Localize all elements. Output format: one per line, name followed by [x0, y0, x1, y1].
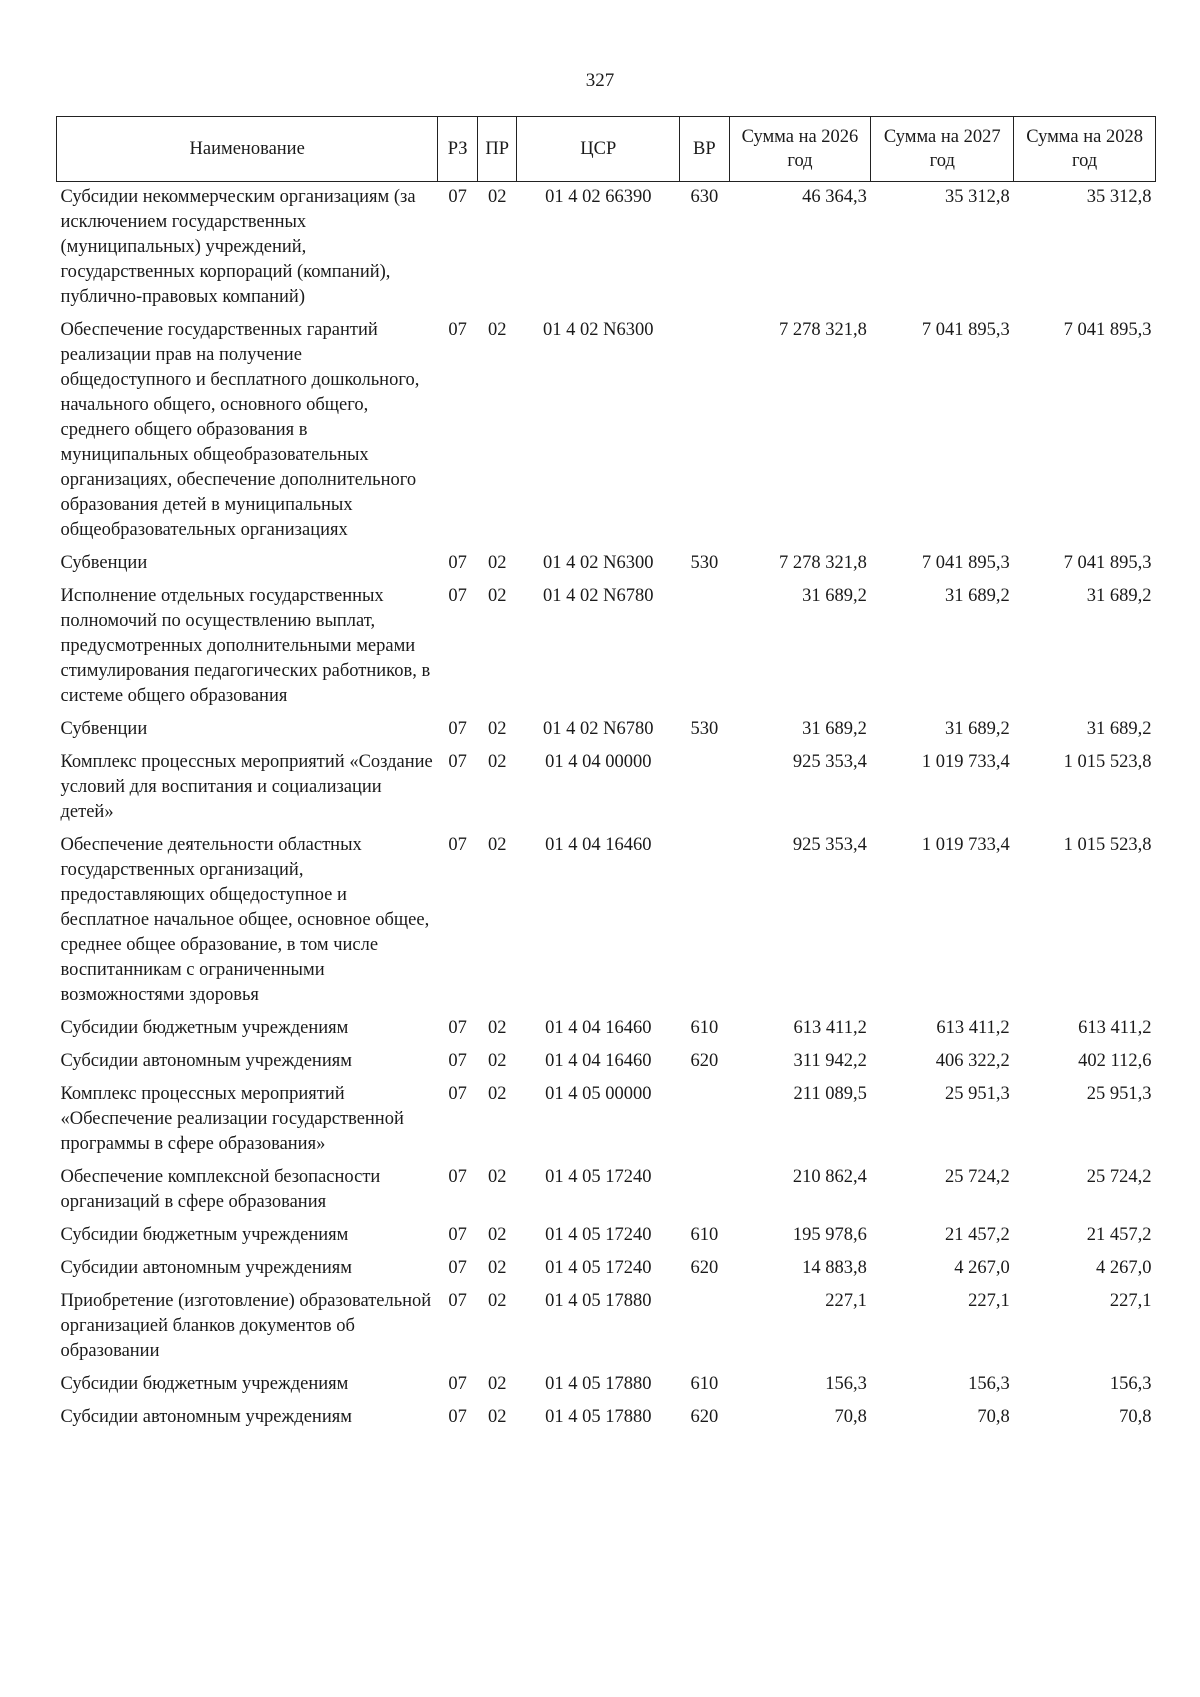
cell-vr [680, 581, 729, 714]
cell-vr: 620 [690, 1051, 719, 1071]
cell-vr [680, 1286, 729, 1369]
cell-sum-2026: 7 278 321,8 [778, 553, 867, 573]
cell-sum-2027: 35 312,8 [944, 187, 1010, 207]
cell-pr: 02 [487, 835, 507, 855]
cell-sum-2028: 4 267,0 [1096, 1258, 1152, 1278]
header-csr: ЦСР [517, 117, 680, 182]
cell-csr: 01 4 05 00000 [545, 1084, 652, 1104]
cell-sum-2028: 31 689,2 [1086, 719, 1152, 739]
cell-sum-2027: 21 457,2 [944, 1225, 1010, 1245]
table-row [57, 548, 1156, 581]
budget-table [56, 116, 1156, 1435]
cell-sum-2028: 156,3 [1109, 1374, 1152, 1394]
cell-pr: 02 [487, 320, 507, 340]
table-row [57, 315, 1156, 548]
table-row [57, 1046, 1156, 1079]
cell-vr: 620 [690, 1258, 719, 1278]
cell-sum-2027: 7 041 895,3 [921, 320, 1010, 340]
header-sum-2026: Сумма на 2026 год [729, 117, 871, 182]
cell-csr: 01 4 05 17880 [545, 1291, 652, 1311]
table-row [57, 1253, 1156, 1286]
cell-vr: 610 [690, 1018, 719, 1038]
cell-sum-2026: 70,8 [834, 1407, 867, 1427]
cell-pr: 02 [487, 1018, 507, 1038]
cell-sum-2027: 1 019 733,4 [921, 835, 1010, 855]
cell-sum-2027: 70,8 [977, 1407, 1010, 1427]
cell-csr: 01 4 04 16460 [545, 835, 652, 855]
cell-pr: 02 [487, 187, 507, 207]
header-vr: ВР [680, 117, 729, 182]
cell-name: Субсидии бюджетным учреждениям [60, 1018, 349, 1038]
cell-csr: 01 4 02 N6300 [543, 553, 654, 573]
cell-name: Субсидии автономным учреждениям [60, 1258, 352, 1278]
cell-sum-2028: 70,8 [1119, 1407, 1152, 1427]
cell-csr: 01 4 04 16460 [545, 1018, 652, 1038]
cell-sum-2027: 25 951,3 [944, 1084, 1010, 1104]
cell-name: Субвенции [60, 553, 148, 573]
cell-sum-2026: 210 862,4 [792, 1167, 867, 1187]
cell-pr: 02 [487, 1291, 507, 1311]
cell-rz: 07 [448, 1374, 467, 1394]
cell-pr: 02 [487, 719, 507, 739]
cell-sum-2028: 1 015 523,8 [1063, 752, 1152, 772]
cell-pr: 02 [487, 1084, 507, 1104]
cell-pr: 02 [487, 1374, 507, 1394]
cell-sum-2028: 227,1 [1109, 1291, 1152, 1311]
cell-sum-2026: 31 689,2 [802, 719, 867, 739]
cell-vr [680, 830, 729, 1013]
page-number: 327 [585, 70, 615, 91]
cell-vr: 610 [690, 1225, 719, 1245]
table-row [57, 747, 1156, 830]
cell-vr [680, 1162, 729, 1220]
cell-sum-2026: 311 942,2 [793, 1051, 867, 1071]
cell-sum-2026: 31 689,2 [802, 586, 867, 606]
cell-name: Субсидии некоммерческим организациям (за исключением государственных (муниципальных) учреждений, государственных корпораций (компаний), публично-правовых компаний) [60, 187, 416, 307]
table-body [57, 182, 1156, 1436]
cell-rz: 07 [448, 1407, 467, 1427]
cell-csr: 01 4 05 17880 [545, 1374, 652, 1394]
cell-name: Обеспечение деятельности областных государственных организаций, предоставляющих общедоступное и бесплатное начальное общее, основное общее, среднее общее образование, в том числе воспитанникам с ограниченными возможностями здоровья [60, 835, 430, 1005]
cell-name: Субсидии автономным учреждениям [60, 1407, 352, 1427]
cell-csr: 01 4 05 17240 [545, 1225, 652, 1245]
table-row [57, 830, 1156, 1013]
cell-sum-2028: 7 041 895,3 [1063, 553, 1152, 573]
cell-csr: 01 4 05 17240 [545, 1167, 652, 1187]
cell-csr: 01 4 02 N6780 [543, 586, 654, 606]
cell-name: Субсидии автономным учреждениям [60, 1051, 352, 1071]
cell-name: Приобретение (изготовление) образовательной организацией бланков документов об образовании [60, 1291, 432, 1361]
table-row [57, 1402, 1156, 1435]
cell-sum-2027: 1 019 733,4 [921, 752, 1010, 772]
cell-sum-2027: 613 411,2 [936, 1018, 1010, 1038]
cell-sum-2026: 46 364,3 [802, 187, 867, 207]
cell-rz: 07 [448, 719, 467, 739]
cell-vr: 630 [690, 187, 719, 207]
cell-pr: 02 [487, 752, 507, 772]
cell-vr [680, 747, 729, 830]
cell-rz: 07 [448, 1291, 467, 1311]
cell-sum-2027: 7 041 895,3 [921, 553, 1010, 573]
table-row [57, 581, 1156, 714]
cell-sum-2026: 211 089,5 [793, 1084, 867, 1104]
table-row [57, 1220, 1156, 1253]
table-row [57, 1369, 1156, 1402]
cell-sum-2028: 402 112,6 [1078, 1051, 1152, 1071]
cell-pr: 02 [487, 1051, 507, 1071]
cell-sum-2028: 613 411,2 [1078, 1018, 1152, 1038]
cell-rz: 07 [448, 1018, 467, 1038]
cell-sum-2027: 31 689,2 [944, 586, 1010, 606]
header-sum-2027: Сумма на 2027 год [871, 117, 1014, 182]
cell-sum-2026: 14 883,8 [802, 1258, 867, 1278]
cell-rz: 07 [448, 835, 467, 855]
cell-sum-2028: 21 457,2 [1086, 1225, 1152, 1245]
cell-rz: 07 [448, 1167, 467, 1187]
cell-rz: 07 [448, 1225, 467, 1245]
cell-name: Комплекс процессных мероприятий «Создание условий для воспитания и социализации детей» [60, 752, 433, 822]
cell-sum-2027: 156,3 [968, 1374, 1010, 1394]
cell-rz: 07 [448, 1051, 467, 1071]
cell-sum-2026: 613 411,2 [793, 1018, 867, 1038]
table-row [57, 182, 1156, 316]
table-row [57, 714, 1156, 747]
cell-sum-2027: 227,1 [968, 1291, 1010, 1311]
cell-name: Комплекс процессных мероприятий «Обеспечение реализации государственной программы в сфере образования» [60, 1084, 404, 1154]
cell-sum-2026: 925 353,4 [792, 752, 867, 772]
cell-name: Субсидии бюджетным учреждениям [60, 1225, 349, 1245]
cell-csr: 01 4 05 17880 [545, 1407, 652, 1427]
cell-sum-2028: 25 951,3 [1086, 1084, 1152, 1104]
cell-pr: 02 [487, 1258, 507, 1278]
cell-pr: 02 [487, 586, 507, 606]
cell-sum-2028: 25 724,2 [1086, 1167, 1152, 1187]
table-row [57, 1013, 1156, 1046]
cell-rz: 07 [448, 320, 467, 340]
cell-csr: 01 4 04 16460 [545, 1051, 652, 1071]
cell-sum-2028: 7 041 895,3 [1063, 320, 1152, 340]
cell-pr: 02 [487, 1225, 507, 1245]
cell-sum-2026: 195 978,6 [792, 1225, 867, 1245]
cell-csr: 01 4 02 N6300 [543, 320, 654, 340]
cell-vr [680, 1079, 729, 1162]
header-name: Наименование [57, 117, 438, 182]
cell-sum-2028: 31 689,2 [1086, 586, 1152, 606]
cell-sum-2026: 925 353,4 [792, 835, 867, 855]
cell-name: Субсидии бюджетным учреждениям [60, 1374, 349, 1394]
header-row [57, 117, 1156, 182]
cell-csr: 01 4 04 00000 [545, 752, 652, 772]
cell-rz: 07 [448, 1084, 467, 1104]
table-row [57, 1286, 1156, 1369]
cell-vr [680, 315, 729, 548]
cell-rz: 07 [448, 187, 467, 207]
cell-sum-2028: 35 312,8 [1086, 187, 1152, 207]
cell-pr: 02 [487, 1407, 507, 1427]
header-sum-2028: Сумма на 2028 год [1014, 117, 1156, 182]
header-rz: РЗ [438, 117, 478, 182]
cell-name: Исполнение отдельных государственных полномочий по осуществлению выплат, предусмотренных дополнительными мерами стимулирования педагогических работников, в системе общего образования [60, 586, 431, 706]
cell-name: Обеспечение государственных гарантий реализации прав на получение общедоступного и бесплатного дошкольного, начального общего, основного общего, среднего общего образования в муниципальных общеобразовательных организациях, обеспечение дополнительного образования детей в муниципальных общеобразовательных организациях [60, 320, 420, 540]
cell-sum-2026: 7 278 321,8 [778, 320, 867, 340]
cell-sum-2027: 31 689,2 [944, 719, 1010, 739]
header-pr: ПР [477, 117, 517, 182]
table-header [57, 117, 1156, 182]
cell-sum-2026: 156,3 [825, 1374, 867, 1394]
cell-vr: 530 [690, 719, 719, 739]
cell-vr: 620 [690, 1407, 719, 1427]
cell-vr: 610 [690, 1374, 719, 1394]
cell-rz: 07 [448, 1258, 467, 1278]
cell-sum-2027: 25 724,2 [944, 1167, 1010, 1187]
cell-pr: 02 [487, 1167, 507, 1187]
table-row [57, 1162, 1156, 1220]
cell-sum-2028: 1 015 523,8 [1063, 835, 1152, 855]
cell-rz: 07 [448, 586, 467, 606]
cell-rz: 07 [448, 752, 467, 772]
cell-rz: 07 [448, 553, 467, 573]
cell-name: Субвенции [60, 719, 148, 739]
cell-sum-2027: 4 267,0 [954, 1258, 1010, 1278]
cell-csr: 01 4 02 66390 [545, 187, 652, 207]
cell-vr: 530 [690, 553, 719, 573]
cell-sum-2027: 406 322,2 [935, 1051, 1010, 1071]
cell-name: Обеспечение комплексной безопасности организаций в сфере образования [60, 1167, 381, 1212]
cell-sum-2026: 227,1 [825, 1291, 867, 1311]
table-row [57, 1079, 1156, 1162]
cell-csr: 01 4 05 17240 [545, 1258, 652, 1278]
cell-csr: 01 4 02 N6780 [543, 719, 654, 739]
cell-pr: 02 [487, 553, 507, 573]
